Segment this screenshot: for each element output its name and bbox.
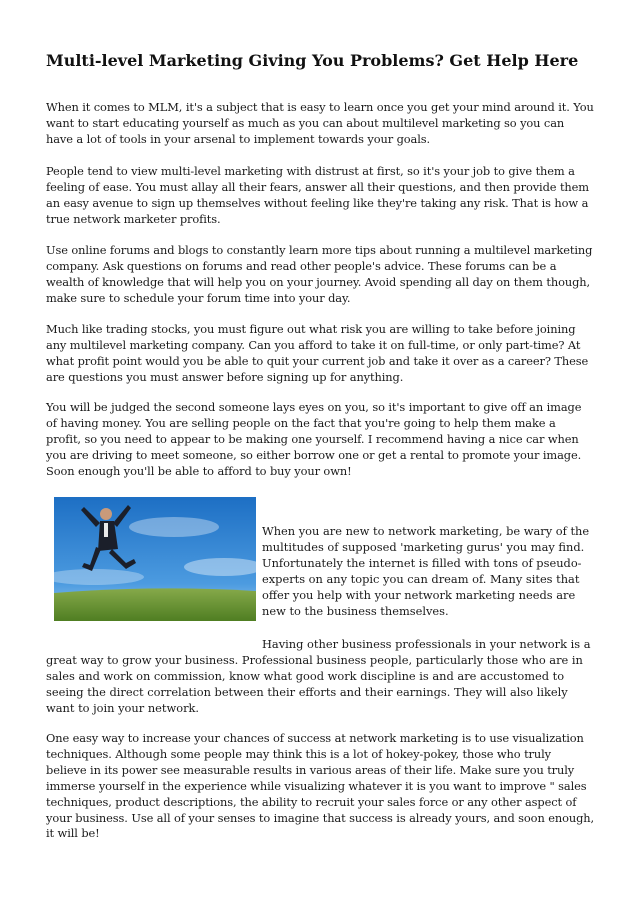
paragraph-5: You will be judged the second someone lays eyes on you, so it's important to give off an image of having money. You are selling people on the fact that you're going to help them make a profit, so you need to appear to be making one yourself. I recommend having a nice car when you are driving to meet someone, so either borrow one or get a rental to promote your image. Soon enough you'll be able to afford to buy your own! xyxy=(46,400,582,478)
jumping-businessman-photo xyxy=(54,497,256,621)
side-column xyxy=(262,524,594,636)
paragraph-3: Use online forums and blogs to constantly learn more tips about running a multilevel marketing company. Ask questions on forums and read other people's advice. These forums can be a wealth of knowledge that will help you on your journey. Avoid spending all day on them though, make sure to schedule your forum time into your day. xyxy=(46,243,593,305)
paragraph-2: People tend to view multi-level marketing with distrust at first, so it's your job to give them a feeling of ease. You must allay all their fears, answer all their questions, and then provide them an easy avenue to sign up themselves without feeling like they're taking any risk. That is how a true network marketer profits. xyxy=(46,164,590,226)
paragraph-4: Much like trading stocks, you must figure out what risk you are willing to take before joining any multilevel marketing company. Can you afford to take it on full-time, or only part-time? At what profit point would you be able to quit your current job and take it over as a career? These are questions you must answer before signing up for anything. xyxy=(46,322,589,384)
document-title: Multi-level Marketing Giving You Problems? Get Help Here xyxy=(46,51,579,70)
paragraph-7: Having other business professionals in your network is a great way to grow your business. Professional business people, particularly those who are in sales and work on commission, know what good work discipline is and are accustomed to seeing the direct correlation between their efforts and their earnings. They will also likely want to join your network. xyxy=(46,637,591,715)
paragraph-6: When you are new to network marketing, be wary of the multitudes of supposed 'marketing gurus' you may find. Unfortunately the internet is filled with tons of pseudo-experts on any topic you can dream of. Many sites that offer you help with your network marketing needs are new to the business themselves. xyxy=(262,524,590,618)
paragraph-1: When it comes to MLM, it's a subject that is easy to learn once you get your mind around it. You want to start educating yourself as much as you can about multilevel marketing so you can have a lot of tools in your arsenal to implement towards your goals. xyxy=(46,100,594,146)
paragraph-8: One easy way to increase your chances of success at network marketing is to use visualization techniques. Although some people may think this is a lot of hokey-pokey, those who truly believe in its power see measurable results in various areas of their life. Make sure you truly immerse yourself in the experience while visualizing whatever it is you want to improve " sales techniques, product descriptions, the ability to recruit your sales force or any other aspect of your business. Use all of your senses to imagine that success is already yours, and soon enough, it will be! xyxy=(46,731,595,841)
